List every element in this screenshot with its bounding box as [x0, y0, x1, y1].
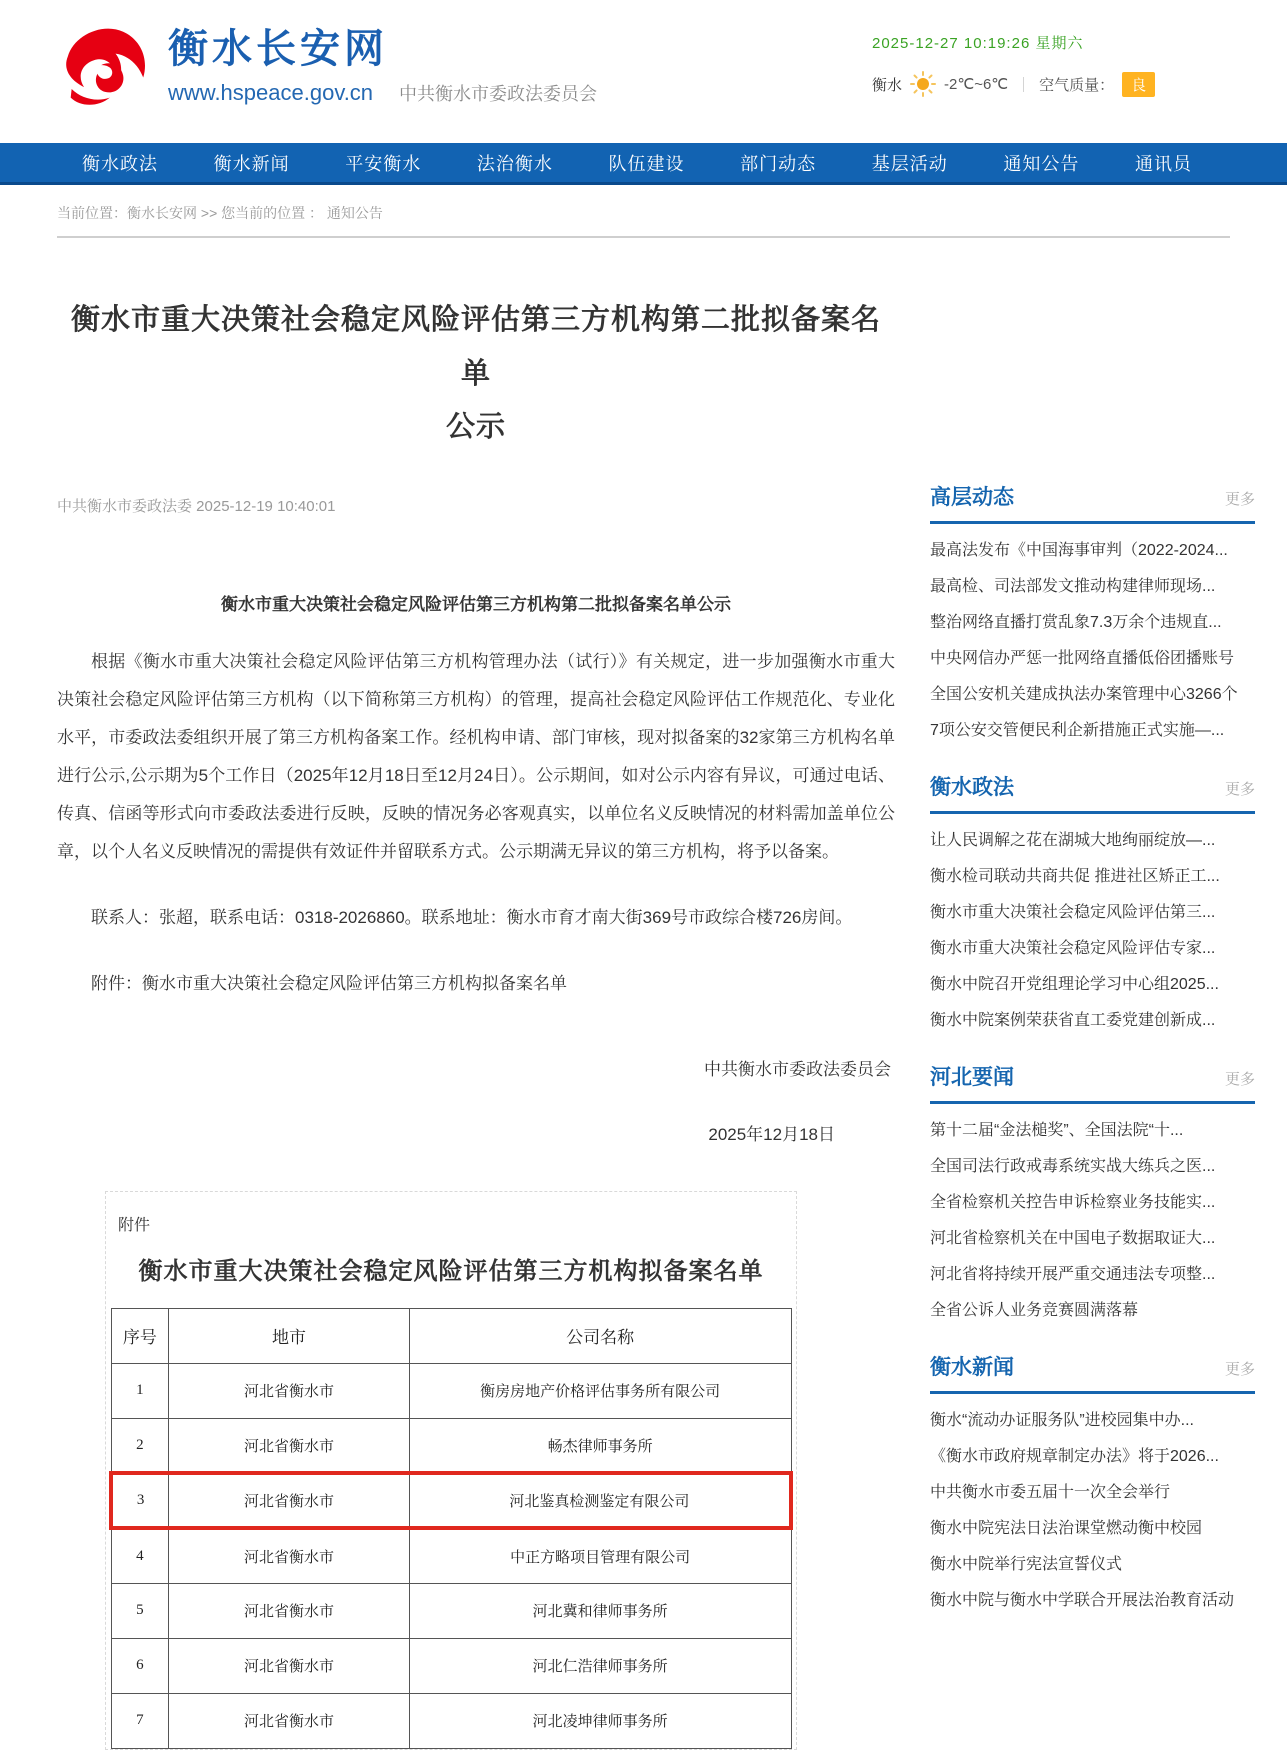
- table-row: [111, 1693, 791, 1748]
- table-row: [111, 1363, 791, 1418]
- sidebar-news-item[interactable]: 全国公安机关建成执法办案管理中心3266个: [930, 686, 1238, 703]
- sidebar-section-head: [930, 1351, 1255, 1394]
- sidebar-news-item[interactable]: 第十二届“金法槌奖”、全国法院“十...: [930, 1122, 1184, 1139]
- attachment-table: [109, 1308, 793, 1749]
- more-link[interactable]: 更多: [1224, 1071, 1255, 1088]
- table-cell: 6: [111, 1638, 169, 1693]
- table-cell: 河北仁浩律师事务所: [409, 1638, 791, 1693]
- sidebar-section-title: 高层动态: [930, 486, 1014, 509]
- main-nav: [0, 143, 1287, 185]
- sidebar-section-head: [930, 1061, 1255, 1104]
- breadcrumb: 当前位置：衡水长安网 >> 您当前的位置 ： 通知公告: [57, 203, 1230, 238]
- table-cell: 河北省衡水市: [169, 1638, 410, 1693]
- sidebar-section-head: [930, 481, 1255, 524]
- article-meta: 中共衡水市委政法委 2025-12-19 10:40:01: [57, 497, 336, 515]
- table-cell: 畅杰律师事务所: [409, 1418, 791, 1473]
- temperature-range: -2℃~6℃: [944, 76, 1009, 93]
- table-cell: 4: [111, 1528, 169, 1583]
- sidebar-news-item[interactable]: 衡水中院宪法日法治课堂燃动衡中校园: [930, 1520, 1203, 1537]
- table-row: [111, 1638, 791, 1693]
- air-quality-badge: 良: [1122, 72, 1155, 97]
- sidebar-news-item[interactable]: 中共衡水市委五届十一次全会举行: [930, 1484, 1171, 1501]
- sidebar-section-title: 衡水政法: [930, 776, 1014, 799]
- sidebar-news-item[interactable]: 衡水中院与衡水中学联合开展法治教育活动: [930, 1592, 1235, 1609]
- sidebar: [930, 238, 1255, 1641]
- sidebar-section: [930, 1351, 1255, 1619]
- article-signature: 中共衡水市委政法委员会: [704, 1059, 891, 1079]
- table-cell: 河北省衡水市: [169, 1473, 410, 1528]
- sidebar-news-item[interactable]: 全国司法行政戒毒系统实战大练兵之医...: [930, 1158, 1216, 1175]
- current-datetime: 2025-12-27 10:19:26 星期六: [872, 35, 1084, 52]
- article-paragraph: 根据《衡水市重大决策社会稳定风险评估第三方机构管理办法（试行）》有关规定，进一步加强衡水市重大决策社会稳定风险评估第三方机构（以下简称第三方机构）的管理，提高社会稳定风险评估工作规范化、专业化水平，市委政法委组织开展了第三方机构备案工作。经机构申请、部门审核，现对拟备案的32家第三方机构名单进行公示,公示期为5个工作日（2025年12月18日至12月24日）。公示期间，如对公示内容有异议，可通过电话、传真、信函等形式向市委政法委进行反映，反映的情况务必客观真实，以单位名义反映情况的材料需加盖单位公章，以个人名义反映情况的需提供有效证件并留联系方式。公示期满无异议的第三方机构，将予以备案。: [57, 651, 895, 861]
- table-row: [111, 1528, 791, 1583]
- header-info: [872, 32, 1232, 97]
- table-cell: 河北凌坤律师事务所: [409, 1693, 791, 1748]
- site-brand[interactable]: [58, 26, 597, 110]
- more-link[interactable]: 更多: [1224, 1361, 1255, 1378]
- table-cell: 河北省衡水市: [169, 1583, 410, 1638]
- table-col-header: 公司名称: [409, 1308, 791, 1363]
- sidebar-news-item[interactable]: 整治网络直播打赏乱象7.3万余个违规直...: [930, 614, 1222, 631]
- sun-icon: [910, 71, 936, 97]
- sidebar-section: [930, 1061, 1255, 1329]
- nav-item-6[interactable]: 基层活动: [871, 153, 948, 174]
- sidebar-news-item[interactable]: 衡水中院召开党组理论学习中心组2025...: [930, 976, 1219, 993]
- site-header: [0, 0, 1287, 143]
- table-cell: 中正方略项目管理有限公司: [409, 1528, 791, 1583]
- page-title: [57, 294, 895, 455]
- sidebar-section-title: 衡水新闻: [930, 1356, 1014, 1379]
- sidebar-news-item[interactable]: 衡水中院举行宪法宣誓仪式: [930, 1556, 1123, 1573]
- sidebar-news-item[interactable]: 衡水市重大决策社会稳定风险评估第三...: [930, 904, 1216, 921]
- attachment-box: [105, 1191, 797, 1750]
- air-quality-label: 空气质量：: [1039, 76, 1115, 94]
- table-cell: 衡房房地产价格评估事务所有限公司: [409, 1363, 791, 1418]
- weather-city: 衡水: [872, 76, 903, 94]
- sidebar-news-item[interactable]: 全省检察机关控告申诉检察业务技能实...: [930, 1194, 1216, 1211]
- site-name: 衡水长安网: [168, 27, 388, 71]
- nav-item-5[interactable]: 部门动态: [740, 153, 817, 174]
- sidebar-section-title: 河北要闻: [930, 1066, 1014, 1089]
- sidebar-news-item[interactable]: 河北省将持续开展严重交通违法专项整...: [930, 1266, 1216, 1283]
- sidebar-news-item[interactable]: 衡水检司联动共商共促 推进社区矫正工...: [930, 868, 1220, 885]
- table-cell: 河北鉴真检测鉴定有限公司: [409, 1473, 791, 1528]
- article-paragraph: 附件：衡水市重大决策社会稳定风险评估第三方机构拟备案名单: [91, 973, 567, 993]
- nav-item-1[interactable]: 衡水新闻: [213, 153, 290, 174]
- nav-item-3[interactable]: 法治衡水: [476, 153, 553, 174]
- attachment-label: 附件: [118, 1216, 151, 1234]
- sidebar-news-item[interactable]: 全省公诉人业务竞赛圆满落幕: [930, 1302, 1139, 1319]
- site-url[interactable]: www.hspeace.gov.cn: [168, 80, 374, 105]
- table-cell: 3: [111, 1473, 169, 1528]
- sidebar-news-item[interactable]: 《衡水市政府规章制定办法》将于2026...: [930, 1448, 1219, 1465]
- table-cell: 河北省衡水市: [169, 1363, 410, 1418]
- table-cell: 河北省衡水市: [169, 1693, 410, 1748]
- article-column: [57, 238, 895, 1750]
- table-cell: 5: [111, 1583, 169, 1638]
- sidebar-news-item[interactable]: 让人民调解之花在湖城大地绚丽绽放—...: [930, 832, 1216, 849]
- table-cell: 1: [111, 1363, 169, 1418]
- table-cell: 河北省衡水市: [169, 1528, 410, 1583]
- article-date: 2025年12月18日: [708, 1124, 835, 1144]
- sidebar-news-item[interactable]: 衡水中院案例荣获省直工委党建创新成...: [930, 1012, 1216, 1029]
- attachment-title: 衡水市重大决策社会稳定风险评估第三方机构拟备案名单: [138, 1257, 764, 1285]
- site-logo-icon: [58, 26, 154, 110]
- sidebar-news-item[interactable]: 最高检、司法部发文推动构建律师现场...: [930, 578, 1216, 595]
- table-col-header: 地市: [169, 1308, 410, 1363]
- sidebar-section: [930, 481, 1255, 749]
- article-body-heading: 衡水市重大决策社会稳定风险评估第三方机构第二批拟备案名单公示: [221, 594, 731, 614]
- table-row: [111, 1418, 791, 1473]
- nav-item-4[interactable]: 队伍建设: [608, 153, 685, 174]
- table-col-header: 序号: [111, 1308, 169, 1363]
- sidebar-news-item[interactable]: 7项公安交管便民利企新措施正式实施—...: [930, 722, 1225, 739]
- nav-item-8[interactable]: 通讯员: [1135, 153, 1192, 174]
- sidebar-news-item[interactable]: 中央网信办严惩一批网络直播低俗团播账号: [930, 650, 1235, 667]
- sidebar-news-item[interactable]: 最高法发布《中国海事审判（2022-2024...: [930, 542, 1228, 559]
- table-row: [111, 1583, 791, 1638]
- sidebar-news-item[interactable]: 衡水“流动办证服务队”进校园集中办...: [930, 1412, 1194, 1429]
- page-title-line2: 公示: [445, 411, 506, 444]
- main-content: [0, 238, 1287, 1750]
- sidebar-section-head: [930, 771, 1255, 814]
- table-cell: 河北冀和律师事务所: [409, 1583, 791, 1638]
- table-cell: 7: [111, 1693, 169, 1748]
- nav-item-0[interactable]: 衡水政法: [82, 153, 158, 174]
- weather-bar: [872, 71, 1232, 97]
- table-cell: 2: [111, 1418, 169, 1473]
- weather-separator: ｜: [1016, 76, 1032, 94]
- site-organization: 中共衡水市委政法委员会: [399, 84, 598, 104]
- more-link[interactable]: 更多: [1224, 781, 1255, 798]
- table-header-row: [111, 1308, 791, 1363]
- sidebar-news-item[interactable]: 河北省检察机关在中国电子数据取证大...: [930, 1230, 1216, 1247]
- table-cell: 河北省衡水市: [169, 1418, 410, 1473]
- sidebar-section: [930, 771, 1255, 1039]
- article-paragraph: 联系人：张超，联系电话：0318-2026860。联系地址：衡水市育才南大街369号市政综合楼726房间。: [91, 907, 853, 927]
- more-link[interactable]: 更多: [1224, 491, 1255, 508]
- page-title-line1: 衡水市重大决策社会稳定风险评估第三方机构第二批拟备案名单: [70, 304, 881, 390]
- table-row: [111, 1473, 791, 1528]
- nav-item-7[interactable]: 通知公告: [1003, 153, 1080, 174]
- sidebar-news-item[interactable]: 衡水市重大决策社会稳定风险评估专家...: [930, 940, 1216, 957]
- table-body: [111, 1363, 791, 1748]
- nav-item-2[interactable]: 平安衡水: [345, 153, 422, 174]
